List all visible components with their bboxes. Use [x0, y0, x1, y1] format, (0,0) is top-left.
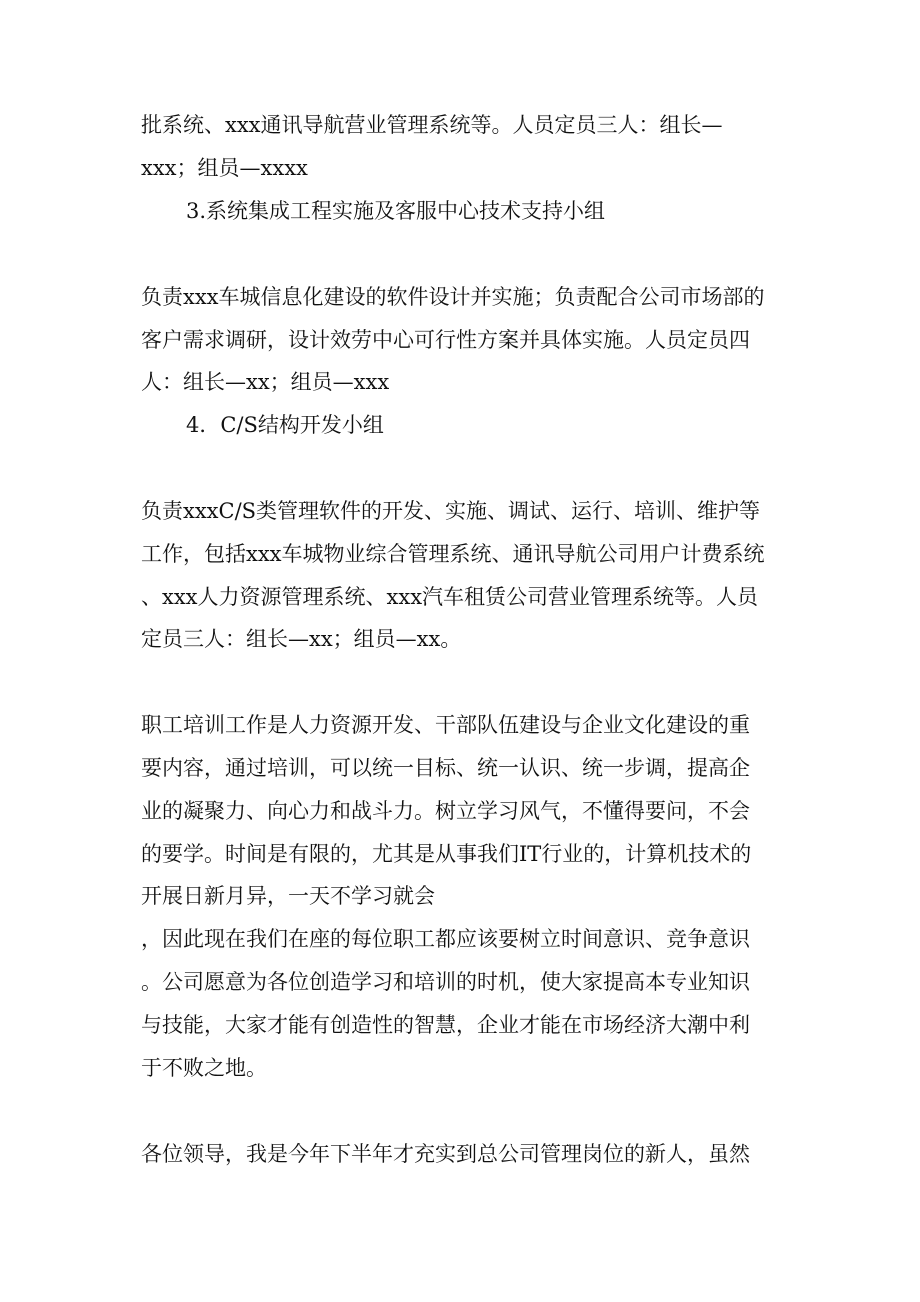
text-line: 定员三人：组长—xx；组员—xx。: [141, 627, 462, 651]
text-line: 各位领导，我是今年下半年才充实到总公司管理岗位的新人，虽然: [141, 1142, 750, 1166]
text-line: 业的凝聚力、向心力和战斗力。树立学习风气，不懂得要问，不会: [141, 799, 750, 823]
text-line: 要内容，通过培训，可以统一目标、统一认识、统一步调，提高企: [141, 756, 750, 780]
text-line: xxx；组员—xxxx: [141, 156, 308, 180]
text-line: 的要学。时间是有限的，尤其是从事我们IT行业的，计算机技术的: [141, 842, 752, 866]
section-heading: 4．C/S结构开发小组: [186, 413, 384, 437]
text-line: 开展日新月异，一天不学习就会: [141, 884, 435, 908]
text-line: 职工培训工作是人力资源开发、干部队伍建设与企业文化建设的重: [141, 713, 750, 737]
text-line: 于不败之地。: [141, 1056, 267, 1080]
text-line: 负责xxx车城信息化建设的软件设计并实施；负责配合公司市场部的: [141, 285, 765, 309]
text-line: 工作，包括xxx车城物业综合管理系统、通讯导航公司用户计费系统: [141, 542, 765, 566]
section-heading: 3.系统集成工程实施及客服中心技术支持小组: [186, 199, 606, 223]
text-line: 、xxx人力资源管理系统、xxx汽车租赁公司营业管理系统等。人员: [141, 585, 759, 609]
text-line: 客户需求调研，设计效劳中心可行性方案并具体实施。人员定员四: [141, 328, 750, 352]
text-line: ，因此现在我们在座的每位职工都应该要树立时间意识、竞争意识: [141, 927, 750, 951]
text-line: 与技能，大家才能有创造性的智慧，企业才能在市场经济大潮中利: [141, 1013, 750, 1037]
text-line: 人：组长—xx；组员—xxx: [141, 370, 390, 394]
text-line: 。公司愿意为各位创造学习和培训的时机，使大家提高本专业知识: [141, 970, 750, 994]
text-line: 负责xxxC/S类管理软件的开发、实施、调试、运行、培训、维护等: [141, 499, 761, 523]
text-line: 批系统、xxx通讯导航营业管理系统等。人员定员三人：组长—: [141, 113, 723, 137]
